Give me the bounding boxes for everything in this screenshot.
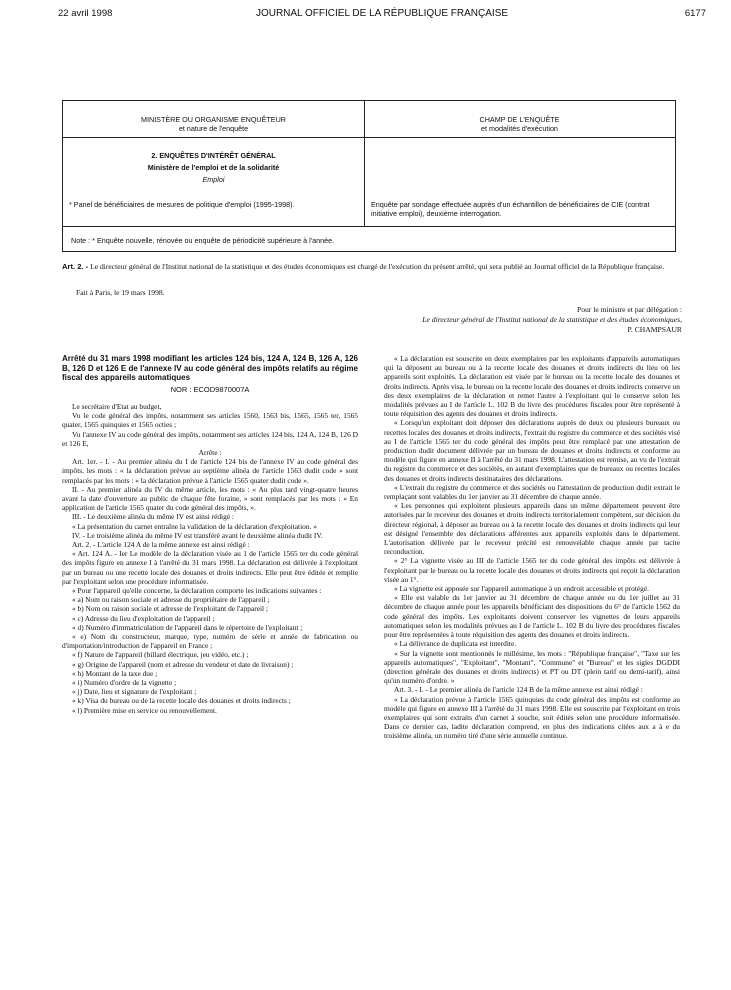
text-paragraph: Art. 2. - L'article 124 A de la même annexe est ainsi rédigé : [72, 540, 250, 550]
text-paragraph: Vu le code général des impôts, notamment ses articles 1560, 1563 bis, 1565, 1565 ter, 1565 quater, 1565 quinquies et 1565 octies ; [62, 411, 358, 430]
text-paragraph: « g) Origine de l'appareil (nom et adresse du vendeur et date de livraison) ; [72, 659, 294, 669]
text-paragraph: « c) Adresse du lieu d'exploitation de l'appareil ; [72, 613, 215, 623]
text-paragraph: « e) Nom du constructeur, marque, type, numéro de série et année de fabrication ou d'importation/introduction de l'appareil en France ; [62, 632, 358, 651]
art2-paragraph: Art. 2. - Le directeur général de l'Institut national de la statistique et des études économiques est chargé de l'exécution du présent arrêté, qui sera publié au Journal officiel de la République française. [62, 262, 665, 271]
text-paragraph: « La déclaration prévue à l'article 1565 quinquies du code général des impôts est conforme au modèle qui figure en annexe III à l'arrêté du 31 mars 1998. Elle est souscrite par l'exploitant en trois exemplaires qui sont extraits d'un carnet à souche, soit édités selon une procédure informatisée. Dans ce dernier cas, ladite déclaration comprend, en plus des indications citées aux a à e du troisième alinéa, un numéro tiré d'une série annuelle continue. [384, 694, 680, 741]
text-paragraph: « a) Nom ou raison sociale et adresse du propriétaire de l'appareil ; [72, 595, 270, 605]
col2-header: CHAMP DE L'ENQUÊTE et modalités d'exécution [479, 115, 560, 133]
text-paragraph: « 2° La vignette visée au III de l'article 1565 ter du code général des impôts est délivrée à l'exploitant par le bureau ou la recette locale des douanes et droits indirects qui reçoit la déclaration visée au 1°. [384, 556, 680, 584]
text-paragraph: « Art. 124 A. - Ier Le modèle de la déclaration visée au 1 de l'article 1565 ter du code général des impôts figure en annexe I à l'arrêté du 31 mars 1998. La déclaration est délivrée à l'exploitant par un bureau ou une recette locale des douanes et droits indirects. Elle peut être éditée et remplie par l'exploitant selon une procédure informatisée. [62, 549, 358, 586]
text-paragraph: « k) Visa du bureau ou de la recette locale des douanes et droits indirects ; [72, 696, 291, 706]
text-paragraph: « L'extrait du registre du commerce et des sociétés ou l'attestation de production dudit extrait le remplaçant sont valables du 1er janvier au 31 décembre de chaque année. [384, 482, 680, 502]
fait-line: Fait à Paris, le 19 mars 1998. [76, 288, 165, 297]
text-paragraph: III. - Le deuxième alinéa du même IV est ainsi rédigé : [72, 512, 234, 522]
col1-header: MINISTÈRE OU ORGANISME ENQUÊTEUR et nature de l'enquête [141, 115, 286, 133]
page-header [58, 8, 706, 22]
text-paragraph: « d) Numéro d'immatriculation de l'appareil dans le répertoire de l'exploitant ; [72, 622, 303, 632]
text-paragraph: « j) Date, lieu et signature de l'exploitant ; [72, 687, 197, 697]
text-paragraph: « La déclaration est souscrite en deux exemplaires par les exploitants d'appareils automatiques qui la déposent au bureau ou à la recette locale des douanes et droits indirects du lieu où les appareils sont exploités. La déclaration est visée par le bureau ou la recette locale des douanes et droits indirects. Après visa, le bureau ou la recette locale des douanes et droits indirects conserve un des deux exemplaires de la déclaration et remet l'autre à l'exploitant qui le conserve selon les modalités prévues au I de l'article L. 102 B du livre des procédures fiscales pour être représenté à toute réquisition des agents des douanes et droits indirects. [384, 354, 680, 419]
text-paragraph: « La délivrance de duplicata est interdite. [394, 639, 517, 649]
text-paragraph: Vu l'annexe IV au code général des impôts, notamment ses articles 124 bis, 124 A, 124 B, 126 D et 126 E, [62, 429, 358, 448]
text-paragraph: Art. 1er. - I. - Au premier alinéa du I de l'article 124 bis de l'annexe IV au code général des impôts, les mots : « la déclaration prévue au septième alinéa de l'article 1563 dudit code » sont remplacés par les mots : « la déclaration prévue à l'article 1565 quater dudit code ». [62, 457, 358, 485]
text-paragraph: « Elle est valable du 1er janvier au 31 décembre de chaque année ou du 1er juillet au 31 décembre de chaque année pour les appareils bénéficiant des dispositions du 6° de l'article 1562 du code général des impôts. Les exploitants doivent conserver les vignettes de leurs appareils automatiques selon les modalités prévues au I de l'article L. 102 B du livre des procédures fiscales pour être représentées à toute réquisition des agents des douanes et droits indirects. [384, 593, 680, 640]
text-paragraph: « b) Nom ou raison sociale et adresse de l'exploitant de l'appareil ; [72, 604, 268, 614]
nor-code: NOR : ECOD9870007A [170, 384, 250, 394]
text-paragraph: « i) Numéro d'ordre de la vignette ; [72, 678, 177, 688]
survey-field: Enquête par sondage effectuée auprès d'un échantillon de bénéficiaires de CIE (contrat initiative emploi), deuxième interrogation. [371, 200, 650, 218]
page-number: 6177 [684, 8, 706, 19]
text-paragraph: « f) Nature de l'appareil (billard électrique, jeu vidéo, etc.) ; [72, 650, 249, 660]
text-paragraph: Arrête : [198, 448, 222, 457]
text-paragraph: Le secrétaire d'Etat au budget, [72, 401, 162, 411]
text-paragraph: « h) Montant de la taxe due ; [72, 668, 158, 678]
text-paragraph: « Pour l'appareil qu'elle concerne, la déclaration comporte les indications suivantes : [72, 586, 322, 596]
text-paragraph: « La présentation du carnet entraîne la validation de la déclaration d'exploitation. » [72, 521, 317, 531]
survey-table [62, 100, 676, 252]
text-paragraph: « l) Première mise en service ou renouvellement. [72, 705, 217, 715]
text-paragraph: II. - Au premier alinéa du IV du même article, les mots : « Au plus tard vingt-quatre heures avant la date d'ouverture au public de chaque fête foraine, » sont remplacés par les mots : « En application de l'article 1565 quater du code général des impôts, ». [62, 484, 358, 513]
signature-block: Pour le ministre et par délégation : Le directeur général de l'Institut national de la statistique et des études économiques, P. CHAMPSAUR [422, 305, 682, 334]
text-paragraph: IV. - Le troisième alinéa du même IV est transféré avant le deuxième alinéa dudit IV. [72, 530, 323, 540]
table-note: Note : * Enquête nouvelle, rénovée ou enquête de périodicité supérieure à l'année. [71, 236, 335, 245]
text-paragraph: « La vignette est apposée sur l'appareil automatique à un endroit accessible et protégé. [394, 584, 649, 594]
right-column [384, 354, 680, 741]
text-paragraph: « Lorsqu'un exploitant doit déposer des déclarations auprès de deux ou plusieurs bureaux ou recettes locales des douanes et droits indirects, l'extrait du registre du commerce et des sociétés visé au I de l'article 1565 ter du code général des impôts peut être remplacé par une attestation de production dudit document délivrée par un bureau de douanes et droits indirects et conforme au modèle qui figure en annexe II à l'arrêté du 31 mars 1998. L'attestation est remise, au vu de l'extrait du registre du commerce et des sociétés, en autant d'exemplaires que de bureaux ou recettes locales des douanes et droits indirects destinataires des déclarations. [384, 418, 680, 483]
survey-name: * Panel de bénéficiaires de mesures de politique d'emploi (1995-1998). [69, 200, 295, 209]
text-paragraph: « Sur la vignette sont mentionnés le millésime, les mots : "République française", "Taxe sur les appareils automatiques", "Exploitant", "Montant", "Commune" et "Bureau" et les sigles DGDDI (direction générale des douanes et droits indirects) et PT ou DT (plein tarif ou demi-tarif), ainsi qu'un numéro d'ordre. » [384, 648, 680, 686]
decree-title: Arrêté du 31 mars 1998 modifiant les articles 124 bis, 124 A, 124 B, 126 A, 126 B, 126 D et 126 E de l'annexe IV au code général des impôts relatifs au régime fiscal des appareils automatiques [62, 354, 358, 383]
journal-title: JOURNAL OFFICIEL DE LA RÉPUBLIQUE FRANÇAISE [255, 8, 509, 19]
section-block: 2. ENQUÊTES D'INTÉRÊT GÉNÉRAL Ministère de l'emploi et de la solidarité Emploi [147, 151, 280, 184]
left-column [62, 354, 358, 715]
header-date: 22 avril 1998 [58, 8, 113, 19]
text-paragraph: « Les personnes qui exploitent plusieurs appareils dans un même département peuvent être autorisées par le receveur des douanes et droits indirects territorialement compétent, sur décision du directeur régional, à déposer au bureau ou à la recette locale des douanes et droits indirects qui leur est désigné l'ensemble des déclarations afférentes aux appareils exploités dans le département. L'autorisation délivrée par le receveur précité est renouvelable chaque année par tacite reconduction. [384, 501, 680, 557]
text-paragraph: Art. 3. - I. - Le premier alinéa de l'article 124 B de la même annexe est ainsi rédigé : [394, 685, 643, 695]
